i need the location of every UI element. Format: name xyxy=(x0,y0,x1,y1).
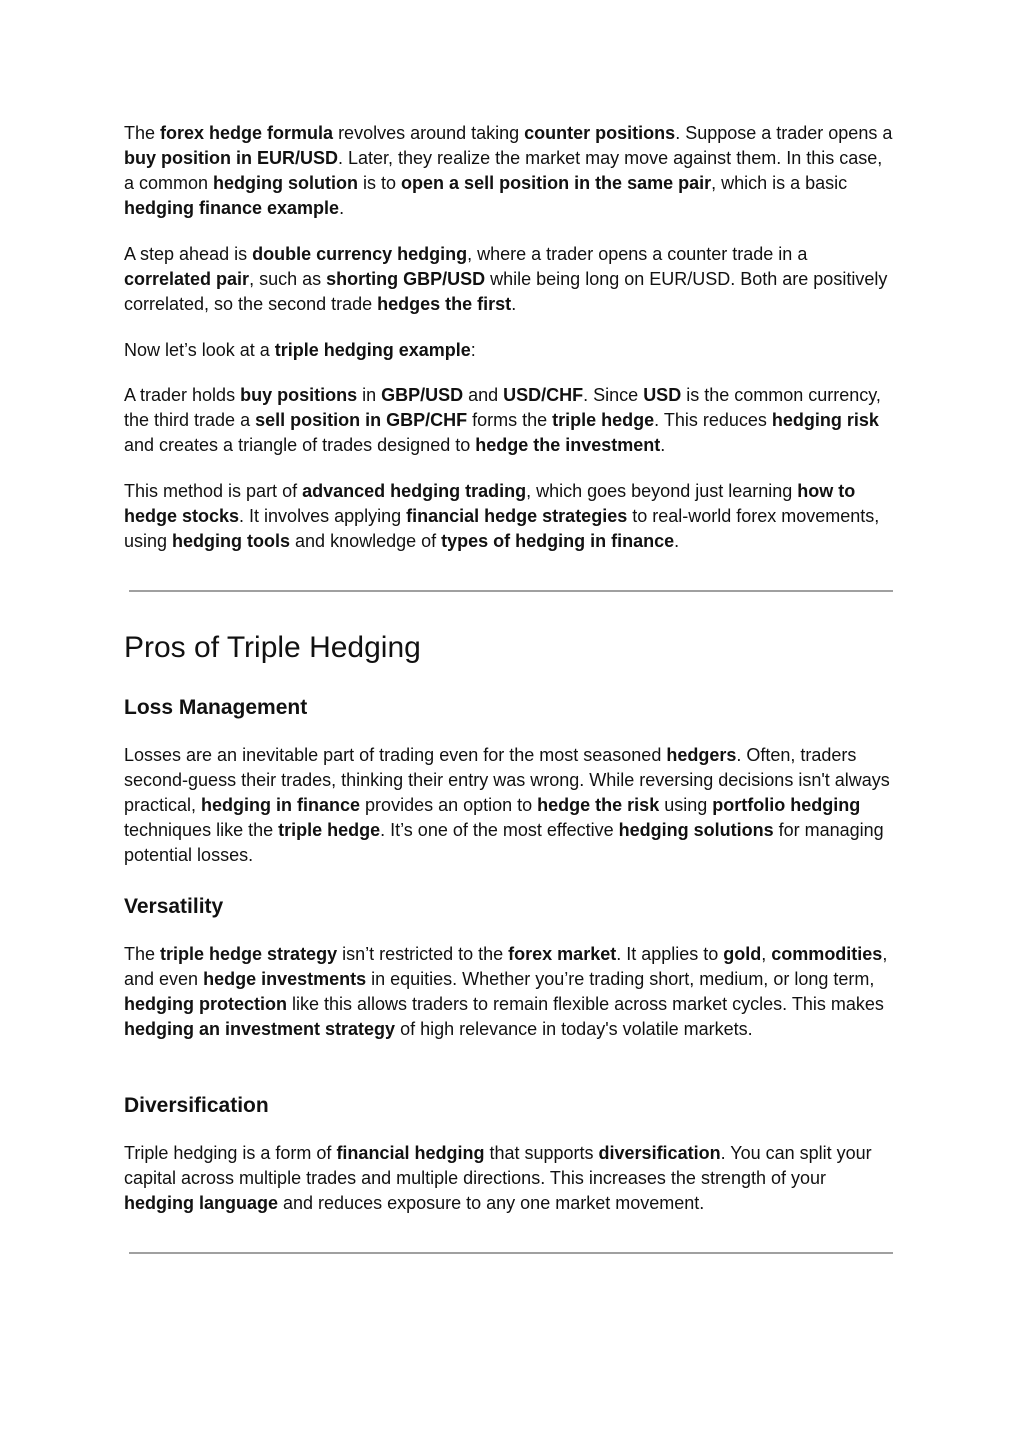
bold-term: triple hedge strategy xyxy=(160,944,338,964)
bold-term: hedging finance example xyxy=(124,198,340,218)
text-run: Losses are an inevitable part of trading even for the most seasoned xyxy=(124,745,667,765)
bold-term: hedging in finance xyxy=(201,795,361,815)
text-run: is to xyxy=(358,173,402,193)
text-run: . xyxy=(511,294,517,314)
bold-term: shorting GBP/USD xyxy=(326,269,486,289)
bold-term: USD xyxy=(643,385,682,405)
text-run: . It’s one of the most effective xyxy=(380,820,619,840)
bold-term: hedging solutions xyxy=(618,820,774,840)
text-run: Triple hedging is a form of xyxy=(124,1143,337,1163)
bold-term: double currency hedging xyxy=(252,244,468,264)
text-run: isn’t restricted to the xyxy=(337,944,509,964)
bold-term: buy positions xyxy=(240,385,358,405)
text-run: A step ahead is xyxy=(124,244,253,264)
text-run: to real-world forex movements, using xyxy=(124,506,880,551)
bold-term: financial hedge strategies xyxy=(406,506,628,526)
bold-term: types of hedging in finance xyxy=(441,531,675,551)
bold-term: hedging tools xyxy=(172,531,291,551)
text-run: techniques like the xyxy=(124,820,279,840)
text-run: , and even xyxy=(124,944,888,989)
bold-term: gold xyxy=(723,944,762,964)
versatility-paragraph xyxy=(124,942,896,1042)
bold-term: diversification xyxy=(598,1143,721,1163)
text-run: . Since xyxy=(583,385,644,405)
text-run: provides an option to xyxy=(360,795,538,815)
text-run: , xyxy=(761,944,772,964)
bold-term: triple hedge xyxy=(552,410,655,430)
subheading-diversification: Diversification xyxy=(124,1094,269,1117)
intro-paragraph-5 xyxy=(124,479,896,554)
text-run: . It involves applying xyxy=(239,506,407,526)
text-run: for managing potential losses. xyxy=(124,820,884,865)
subheading-loss-management: Loss Management xyxy=(124,696,308,719)
bold-term: open a sell position in the same pair xyxy=(401,173,712,193)
bold-term: financial hedging xyxy=(336,1143,485,1163)
bold-term: sell position in GBP/CHF xyxy=(255,410,468,430)
text-run: and creates a triangle of trades designed to xyxy=(124,435,476,455)
divider-rule-top xyxy=(129,590,893,592)
bold-term: hedge investments xyxy=(203,969,367,989)
bold-term: forex hedge formula xyxy=(160,123,334,143)
text-run: . Suppose a trader opens a xyxy=(675,123,893,143)
bold-term: hedging language xyxy=(124,1193,279,1213)
section-title: Pros of Triple Hedging xyxy=(124,631,421,664)
text-run: . xyxy=(674,531,680,551)
bold-term: hedges the first xyxy=(377,294,512,314)
text-run: Now let’s look at a xyxy=(124,340,275,360)
bold-term: hedging an investment strategy xyxy=(124,1019,396,1039)
subheading-versatility: Versatility xyxy=(124,895,224,918)
text-run: and reduces exposure to any one market movement. xyxy=(278,1193,705,1213)
text-run: . Often, traders second-guess their trades, thinking their entry was wrong. While reversing decisions isn't always practical, xyxy=(124,745,890,815)
bold-term: hedging solution xyxy=(213,173,359,193)
text-run: , which is a basic xyxy=(711,173,848,193)
text-run: The xyxy=(124,944,161,964)
bold-term: counter positions xyxy=(524,123,676,143)
text-run: . Later, they realize the market may move against them. In this case, a common xyxy=(124,148,883,193)
text-run: A trader holds xyxy=(124,385,241,405)
bold-term: advanced hedging trading xyxy=(302,481,527,501)
bold-term: hedge the investment xyxy=(475,435,661,455)
text-run: . You can split your capital across multiple trades and multiple directions. This increases the strength of your xyxy=(124,1143,872,1188)
text-run: in xyxy=(357,385,382,405)
loss-management-paragraph xyxy=(124,743,896,868)
bold-term: USD/CHF xyxy=(503,385,584,405)
bold-term: GBP/USD xyxy=(381,385,464,405)
text-run: in equities. Whether you’re trading short, medium, or long term, xyxy=(366,969,875,989)
text-run: that supports xyxy=(484,1143,599,1163)
text-run: : xyxy=(470,340,476,360)
intro-paragraph-2 xyxy=(124,242,896,317)
text-run: and xyxy=(463,385,504,405)
text-run: . This reduces xyxy=(654,410,772,430)
bold-term: triple hedging example xyxy=(274,340,471,360)
intro-paragraph-3 xyxy=(124,338,896,363)
text-run: and knowledge of xyxy=(290,531,442,551)
text-run: , where a trader opens a counter trade in a xyxy=(467,244,808,264)
text-run: , which goes beyond just learning xyxy=(526,481,798,501)
text-run: of high relevance in today's volatile markets. xyxy=(395,1019,753,1039)
bold-term: commodities xyxy=(771,944,883,964)
text-run: using xyxy=(659,795,713,815)
text-run: This method is part of xyxy=(124,481,303,501)
text-run: revolves around taking xyxy=(333,123,525,143)
diversification-paragraph xyxy=(124,1141,896,1216)
text-run: forms the xyxy=(467,410,553,430)
text-run: . xyxy=(339,198,345,218)
text-run: The xyxy=(124,123,161,143)
text-run: like this allows traders to remain flexible across market cycles. This makes xyxy=(286,994,884,1014)
bold-term: buy position in EUR/USD xyxy=(124,148,338,168)
bold-term: correlated pair xyxy=(124,269,250,289)
divider-rule-bottom xyxy=(129,1252,893,1254)
intro-paragraph-1 xyxy=(124,121,896,221)
text-run: . xyxy=(660,435,666,455)
text-run: . It applies to xyxy=(616,944,724,964)
bold-term: hedgers xyxy=(666,745,737,765)
bold-term: forex market xyxy=(508,944,617,964)
text-run: , such as xyxy=(249,269,327,289)
bold-term: hedging risk xyxy=(771,410,879,430)
text-run: is the common currency, the third trade a xyxy=(124,385,881,430)
bold-term: hedging protection xyxy=(124,994,287,1014)
bold-term: how to hedge stocks xyxy=(124,481,856,526)
bold-term: hedge the risk xyxy=(537,795,660,815)
intro-paragraph-4 xyxy=(124,383,896,458)
bold-term: triple hedge xyxy=(278,820,381,840)
text-run: while being long on EUR/USD. Both are positively correlated, so the second trade xyxy=(124,269,888,314)
bold-term: portfolio hedging xyxy=(712,795,861,815)
